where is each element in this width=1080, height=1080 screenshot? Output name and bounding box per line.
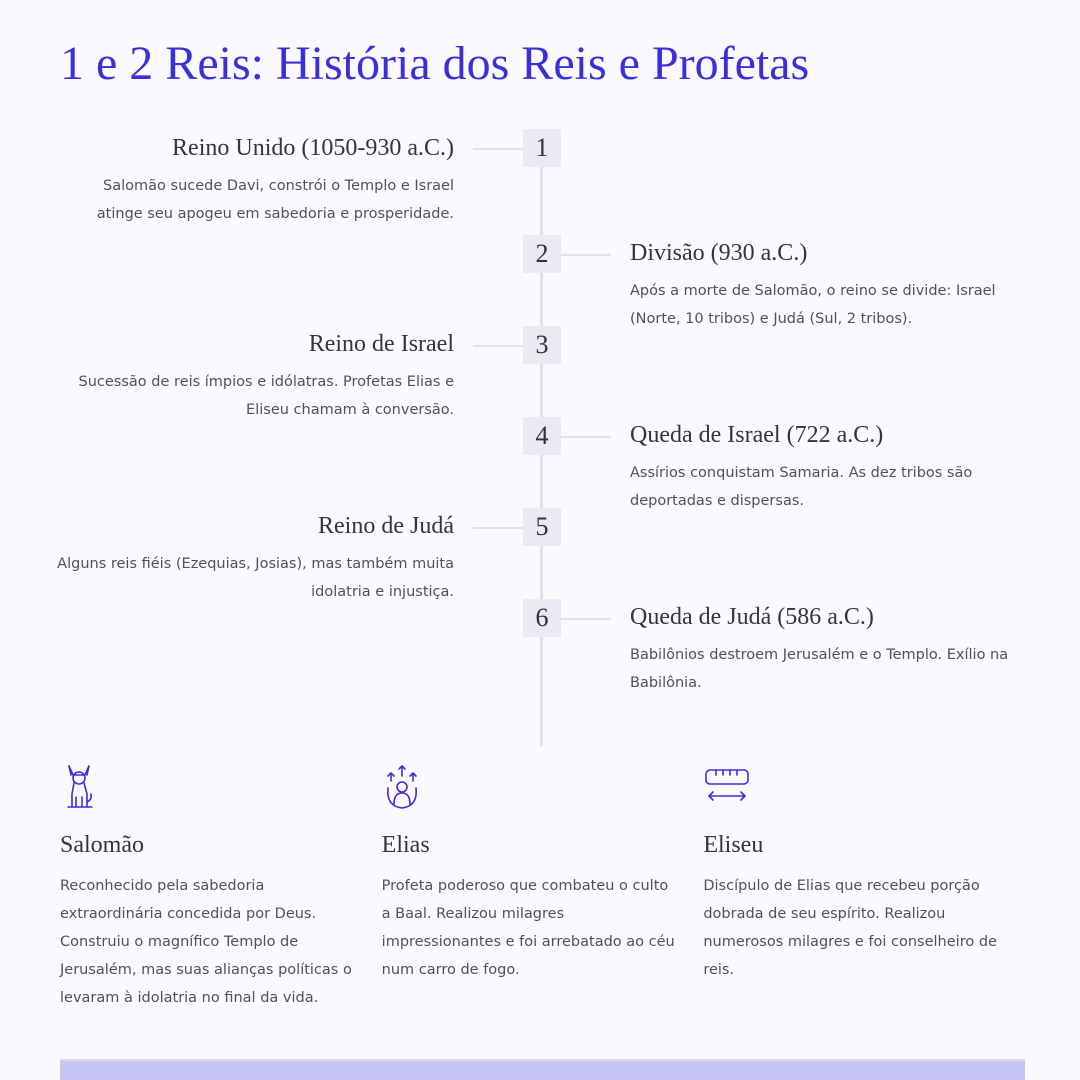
timeline-event-4 (630, 420, 1030, 515)
timeline-node-1: 1 (523, 129, 561, 167)
timeline-node-2: 2 (523, 235, 561, 273)
figure-description: Discípulo de Elias que recebeu porção dobrada de seu espírito. Realizou numerosos milagres e foi conselheiro de reis. (703, 878, 997, 978)
timeline-event-2 (630, 238, 1030, 333)
connector-line (561, 618, 611, 620)
timeline-event-1 (54, 133, 454, 228)
figure-card-eliseu (703, 762, 1025, 1012)
timeline-node-4: 4 (523, 417, 561, 455)
connector-line (473, 148, 523, 150)
figure-name: Elias (381, 832, 430, 858)
event-title: Reino de Israel (308, 331, 454, 357)
event-description: Após a morte de Salomão, o reino se divide: Israel (Norte, 10 tribos) e Judá (Sul, 2 tribos). (630, 283, 996, 327)
event-title: Reino de Judá (318, 513, 454, 539)
connector-line (473, 345, 523, 347)
timeline-node-6: 6 (523, 599, 561, 637)
figure-card-elias (382, 762, 704, 1012)
event-description: Babilônios destroem Jerusalém e o Templo. Exílio na Babilônia. (630, 647, 1009, 691)
figure-card-salomao (60, 762, 382, 1012)
timeline-event-6 (630, 602, 1030, 697)
figure-description: Reconhecido pela sabedoria extraordinária concedida por Deus. Construiu o magnífico Templo de Jerusalém, mas suas alianças políticas o levaram à idolatria no final da vida. (60, 878, 352, 1006)
timeline-event-3 (54, 329, 454, 424)
event-description: Sucessão de reis ímpios e idólatras. Profetas Elias e Eliseu chamam à conversão. (78, 374, 454, 418)
event-title: Divisão (930 a.C.) (630, 240, 808, 266)
page-title: 1 e 2 Reis: História dos Reis e Profetas (60, 37, 810, 90)
event-description: Salomão sucede Davi, constrói o Templo e Israel atinge seu apogeu em sabedoria e prosperidade. (96, 178, 454, 222)
sitting-dog-icon (60, 762, 100, 810)
footer-bar (60, 1059, 1025, 1080)
figure-description: Profeta poderoso que combateu o culto a Baal. Realizou milagres impressionantes e foi arrebatado ao céu num carro de fogo. (381, 878, 675, 978)
figure-name: Eliseu (703, 832, 764, 858)
connector-line (561, 436, 611, 438)
timeline-node-3: 3 (523, 326, 561, 364)
figure-name: Salomão (60, 832, 144, 858)
timeline-node-5: 5 (523, 508, 561, 546)
event-description: Alguns reis fiéis (Ezequias, Josias), mas também muita idolatria e injustiça. (57, 556, 454, 600)
ruler-width-icon (703, 762, 751, 810)
event-title: Reino Unido (1050-930 a.C.) (172, 135, 454, 161)
key-figures (60, 762, 1025, 1012)
timeline-event-5 (54, 511, 454, 606)
event-title: Queda de Judá (586 a.C.) (630, 604, 874, 630)
connector-line (473, 527, 523, 529)
event-title: Queda de Israel (722 a.C.) (630, 422, 884, 448)
person-arrows-up-icon (382, 762, 422, 810)
connector-line (561, 254, 611, 256)
event-description: Assírios conquistam Samaria. As dez tribos são deportadas e dispersas. (630, 465, 973, 509)
